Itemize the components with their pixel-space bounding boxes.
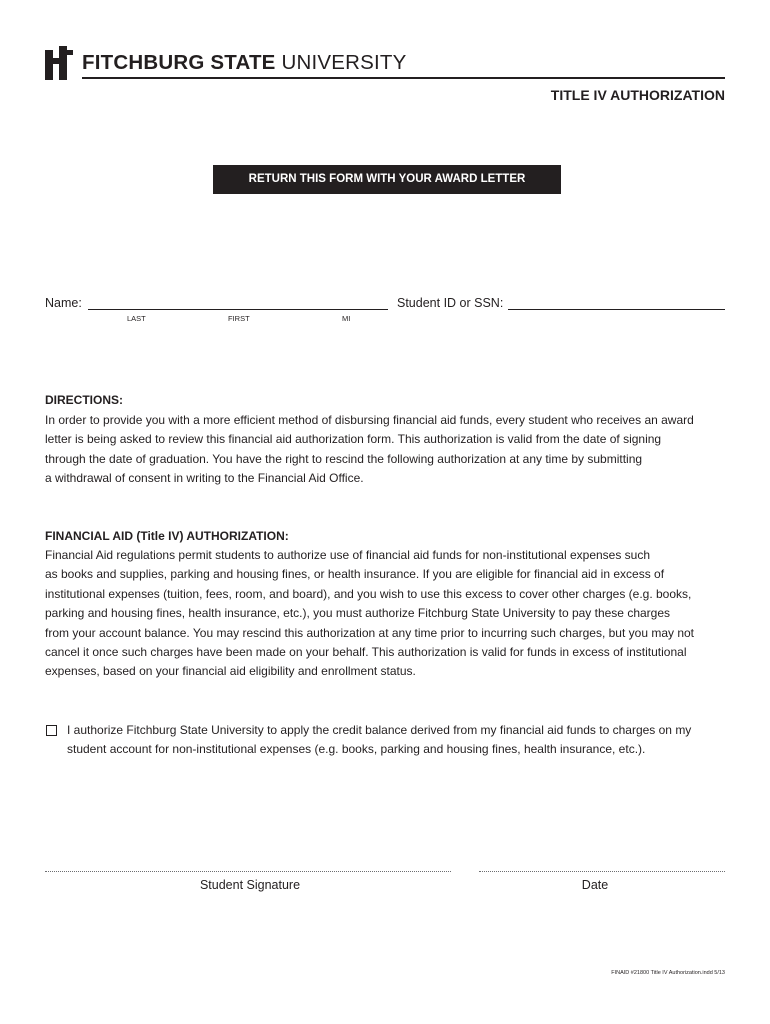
date-field[interactable]	[479, 871, 725, 872]
authorization-line: institutional expenses (tuition, fees, room, and board), and you wish to use this excess to cover other charges (e.g. books,	[45, 586, 692, 601]
authorization-line: as books and supplies, parking and housing fines, or health insurance. If you are eligible for financial aid in excess of	[45, 567, 665, 582]
form-title: TITLE IV AUTHORIZATION	[550, 87, 725, 103]
authorize-checkbox[interactable]	[46, 725, 57, 736]
consent-line: I authorize Fitchburg State University to apply the credit balance derived from my financial aid funds to charges on my	[67, 723, 692, 737]
logo-bold-text: FITCHBURG STATE	[82, 51, 276, 74]
student-id-label: Student ID or SSN:	[397, 296, 504, 310]
first-name-sublabel: FIRST	[228, 314, 250, 323]
consent-text	[67, 721, 691, 760]
date-label: Date	[581, 878, 609, 892]
middle-initial-sublabel: MI	[342, 314, 351, 323]
university-logo-text	[82, 51, 407, 75]
directions-line: through the date of graduation. You have the right to rescind the following authorization at any time by submitting	[45, 451, 643, 466]
name-field[interactable]	[88, 309, 388, 310]
authorization-line: expenses, based on your financial aid eligibility and enrollment status.	[45, 664, 416, 679]
directions-line: letter is being asked to review this financial aid authorization form. This authorization is valid from the date of signing	[45, 432, 662, 447]
directions-heading: DIRECTIONS:	[45, 393, 123, 407]
fitchburg-shield-icon	[45, 46, 73, 80]
authorization-line: from your account balance. You may rescind this authorization at any time prior to incurring such charges, but you may not	[45, 625, 695, 640]
logo-regular-text: UNIVERSITY	[281, 51, 407, 74]
student-id-field[interactable]	[508, 309, 725, 310]
student-signature-label: Student Signature	[199, 878, 301, 892]
directions-line: In order to provide you with a more efficient method of disbursing financial aid funds, every student who receives an award	[45, 413, 694, 427]
authorization-heading: FINANCIAL AID (Title IV) AUTHORIZATION:	[45, 529, 289, 543]
name-label: Name:	[45, 296, 82, 310]
authorization-line: parking and housing fines, health insurance, etc.), you must authorize Fitchburg State University to pay these charges	[45, 606, 671, 621]
directions-text	[45, 411, 735, 489]
last-name-sublabel: LAST	[127, 314, 146, 323]
student-signature-field[interactable]	[45, 871, 451, 872]
return-form-banner: RETURN THIS FORM WITH YOUR AWARD LETTER	[213, 165, 561, 194]
header-rule	[82, 77, 725, 79]
authorization-line: Financial Aid regulations permit students to authorize use of financial aid funds for non-institutional expenses such	[45, 548, 651, 562]
consent-line: student account for non-institutional expenses (e.g. books, parking and housing fines, health insurance, etc.).	[67, 742, 646, 757]
authorization-line: cancel it once such charges have been made on your behalf. This authorization is valid for funds in excess of institutional	[45, 645, 687, 660]
authorization-text	[45, 546, 735, 682]
footer-filename: FINAID #21800 Title IV Authorization.indd 5/13	[611, 970, 725, 976]
directions-line: a withdrawal of consent in writing to the Financial Aid Office.	[45, 471, 364, 486]
